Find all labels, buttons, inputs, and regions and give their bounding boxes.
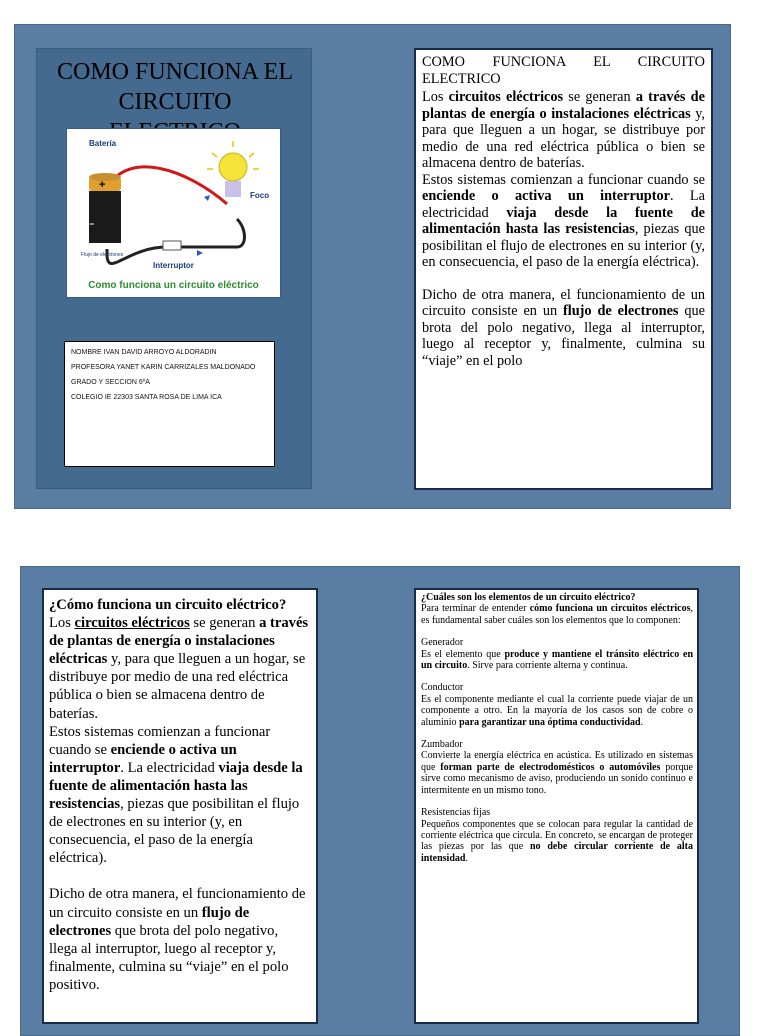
battery-sign-plus: + [99, 179, 106, 191]
bulb-glass [219, 153, 247, 181]
figure-caption: Como funciona un circuito eléctrico [88, 280, 259, 291]
flow-label: Flujo de electrones [81, 252, 124, 258]
battery-body [89, 191, 121, 243]
battery-sign-minus: − [89, 219, 95, 229]
generador-heading: Generador [421, 637, 464, 649]
paragraph-3: Dicho de otra manera, el funcionamiento de un circuito consiste en un flujo de electrones que brota del polo negativo, llega al interruptor, luego al receptor y, finalmente, culmina su “viaje” en el polo positivo. [49, 886, 306, 993]
cover-title: COMO FUNCIONA EL CIRCUITO [56, 59, 293, 115]
paragraph-2: Estos sistemas comienzan a funcionar cuando se enciende o activa un interruptor. La electricidad viaja desde la fuente de alimentación hasta las resistencias, piezas que posibilitan el flujo de electrones en su interior (y, en consecuencia, el paso de la energía eléctrica). [49, 723, 303, 867]
section-title: COMO FUNCIONA EL CIRCUITO ELECTRICO [422, 54, 705, 87]
wire-positive [107, 167, 227, 204]
paragraph-1: Los circuitos eléctricos se generan a través de plantas de energía o instalaciones eléctricas y, para que lleguen a un hogar, se distribuye por medio de una red eléctrica pública o bien se almacena dentro de baterías. [422, 89, 705, 171]
bottom-left-text-column [42, 588, 318, 1024]
generador-section: Generador Es el elemento que produce y mantiene el tránsito eléctrico en un circuito. Sirve para corriente alterna y continua. [421, 637, 693, 672]
section-title: ¿Cuáles son los elementos de un circuito eléctrico? [421, 592, 636, 603]
battery-label: Batería [89, 139, 117, 148]
bulb-label: Foco [250, 191, 270, 200]
conductor-heading: Conductor [421, 682, 464, 694]
bottom-right-text-column [414, 588, 699, 1024]
student-name: NOMBRE IVAN DAVID ARROYO ALDORADIN [71, 349, 217, 356]
grade-section: GRADO Y SECCION 6ºA [71, 379, 150, 386]
teacher-name: PROFESORA YANET KARIN CARRIZALES MALDONADO [71, 364, 256, 371]
switch-label: Interruptor [153, 261, 194, 270]
student-info-box [64, 341, 275, 467]
top-right-text-column [414, 48, 713, 490]
paragraph-3: Dicho de otra manera, el funcionamiento de un circuito consiste en un flujo de electrones que brota del polo negativo, llega al interruptor, luego al receptor y, finalmente, culmina su “viaje” en el polo [422, 286, 705, 369]
paragraph-1: Los circuitos eléctricos se generan a través de plantas de energía o instalaciones eléctricas y, para que lleguen a un hogar, se distribuye por medio de una red eléctrica pública o bien se almacena dentro de baterías. [49, 615, 309, 722]
intro-paragraph: Para terminar de entender cómo funciona un circuitos eléctricos, es fundamental saber cuáles son los elementos que lo componen: [421, 603, 693, 626]
bulb-base [225, 181, 241, 197]
zumbador-heading: Zumbador [421, 739, 463, 751]
switch-body [163, 241, 181, 250]
resistencias-heading: Resistencias fijas [421, 807, 491, 819]
section-title: ¿Cómo funciona un circuito eléctrico? [49, 597, 287, 613]
zumbador-section: Zumbador Convierte la energía eléctrica en acústica. Es utilizado en sistemas que forman parte de electrodomésticos o automóviles porque sirve como mecanismo de aviso, produciendo un sonido continuo e intermitente en un mismo tono. [421, 739, 693, 796]
circuit-figure [66, 128, 281, 298]
school-name: COLEGIO IE 22303 SANTA ROSA DE LIMA ICA [71, 394, 222, 401]
conductor-section: Conductor Es el componente mediante el cual la corriente puede viajar de un componente a otro. En la mayoría de los casos son de cobre o aluminio para garantizar una óptima conductividad. [421, 682, 693, 728]
resistencias-section: Resistencias fijas Pequeños componentes que se colocan para regular la cantidad de corriente eléctrica que circula. En concreto, se encargan de proteger las piezas por las que no debe circular corriente de alta intensidad. [421, 807, 693, 864]
paragraph-2: Estos sistemas comienzan a funcionar cuando se enciende o activa un interruptor. La electricidad viaja desde la fuente de alimentación hasta las resistencias, piezas que posibilitan el flujo de electrones en su interior (y, en consecuencia, el paso de la energía eléctrica). [422, 171, 706, 270]
circuit-diagram [67, 129, 280, 297]
